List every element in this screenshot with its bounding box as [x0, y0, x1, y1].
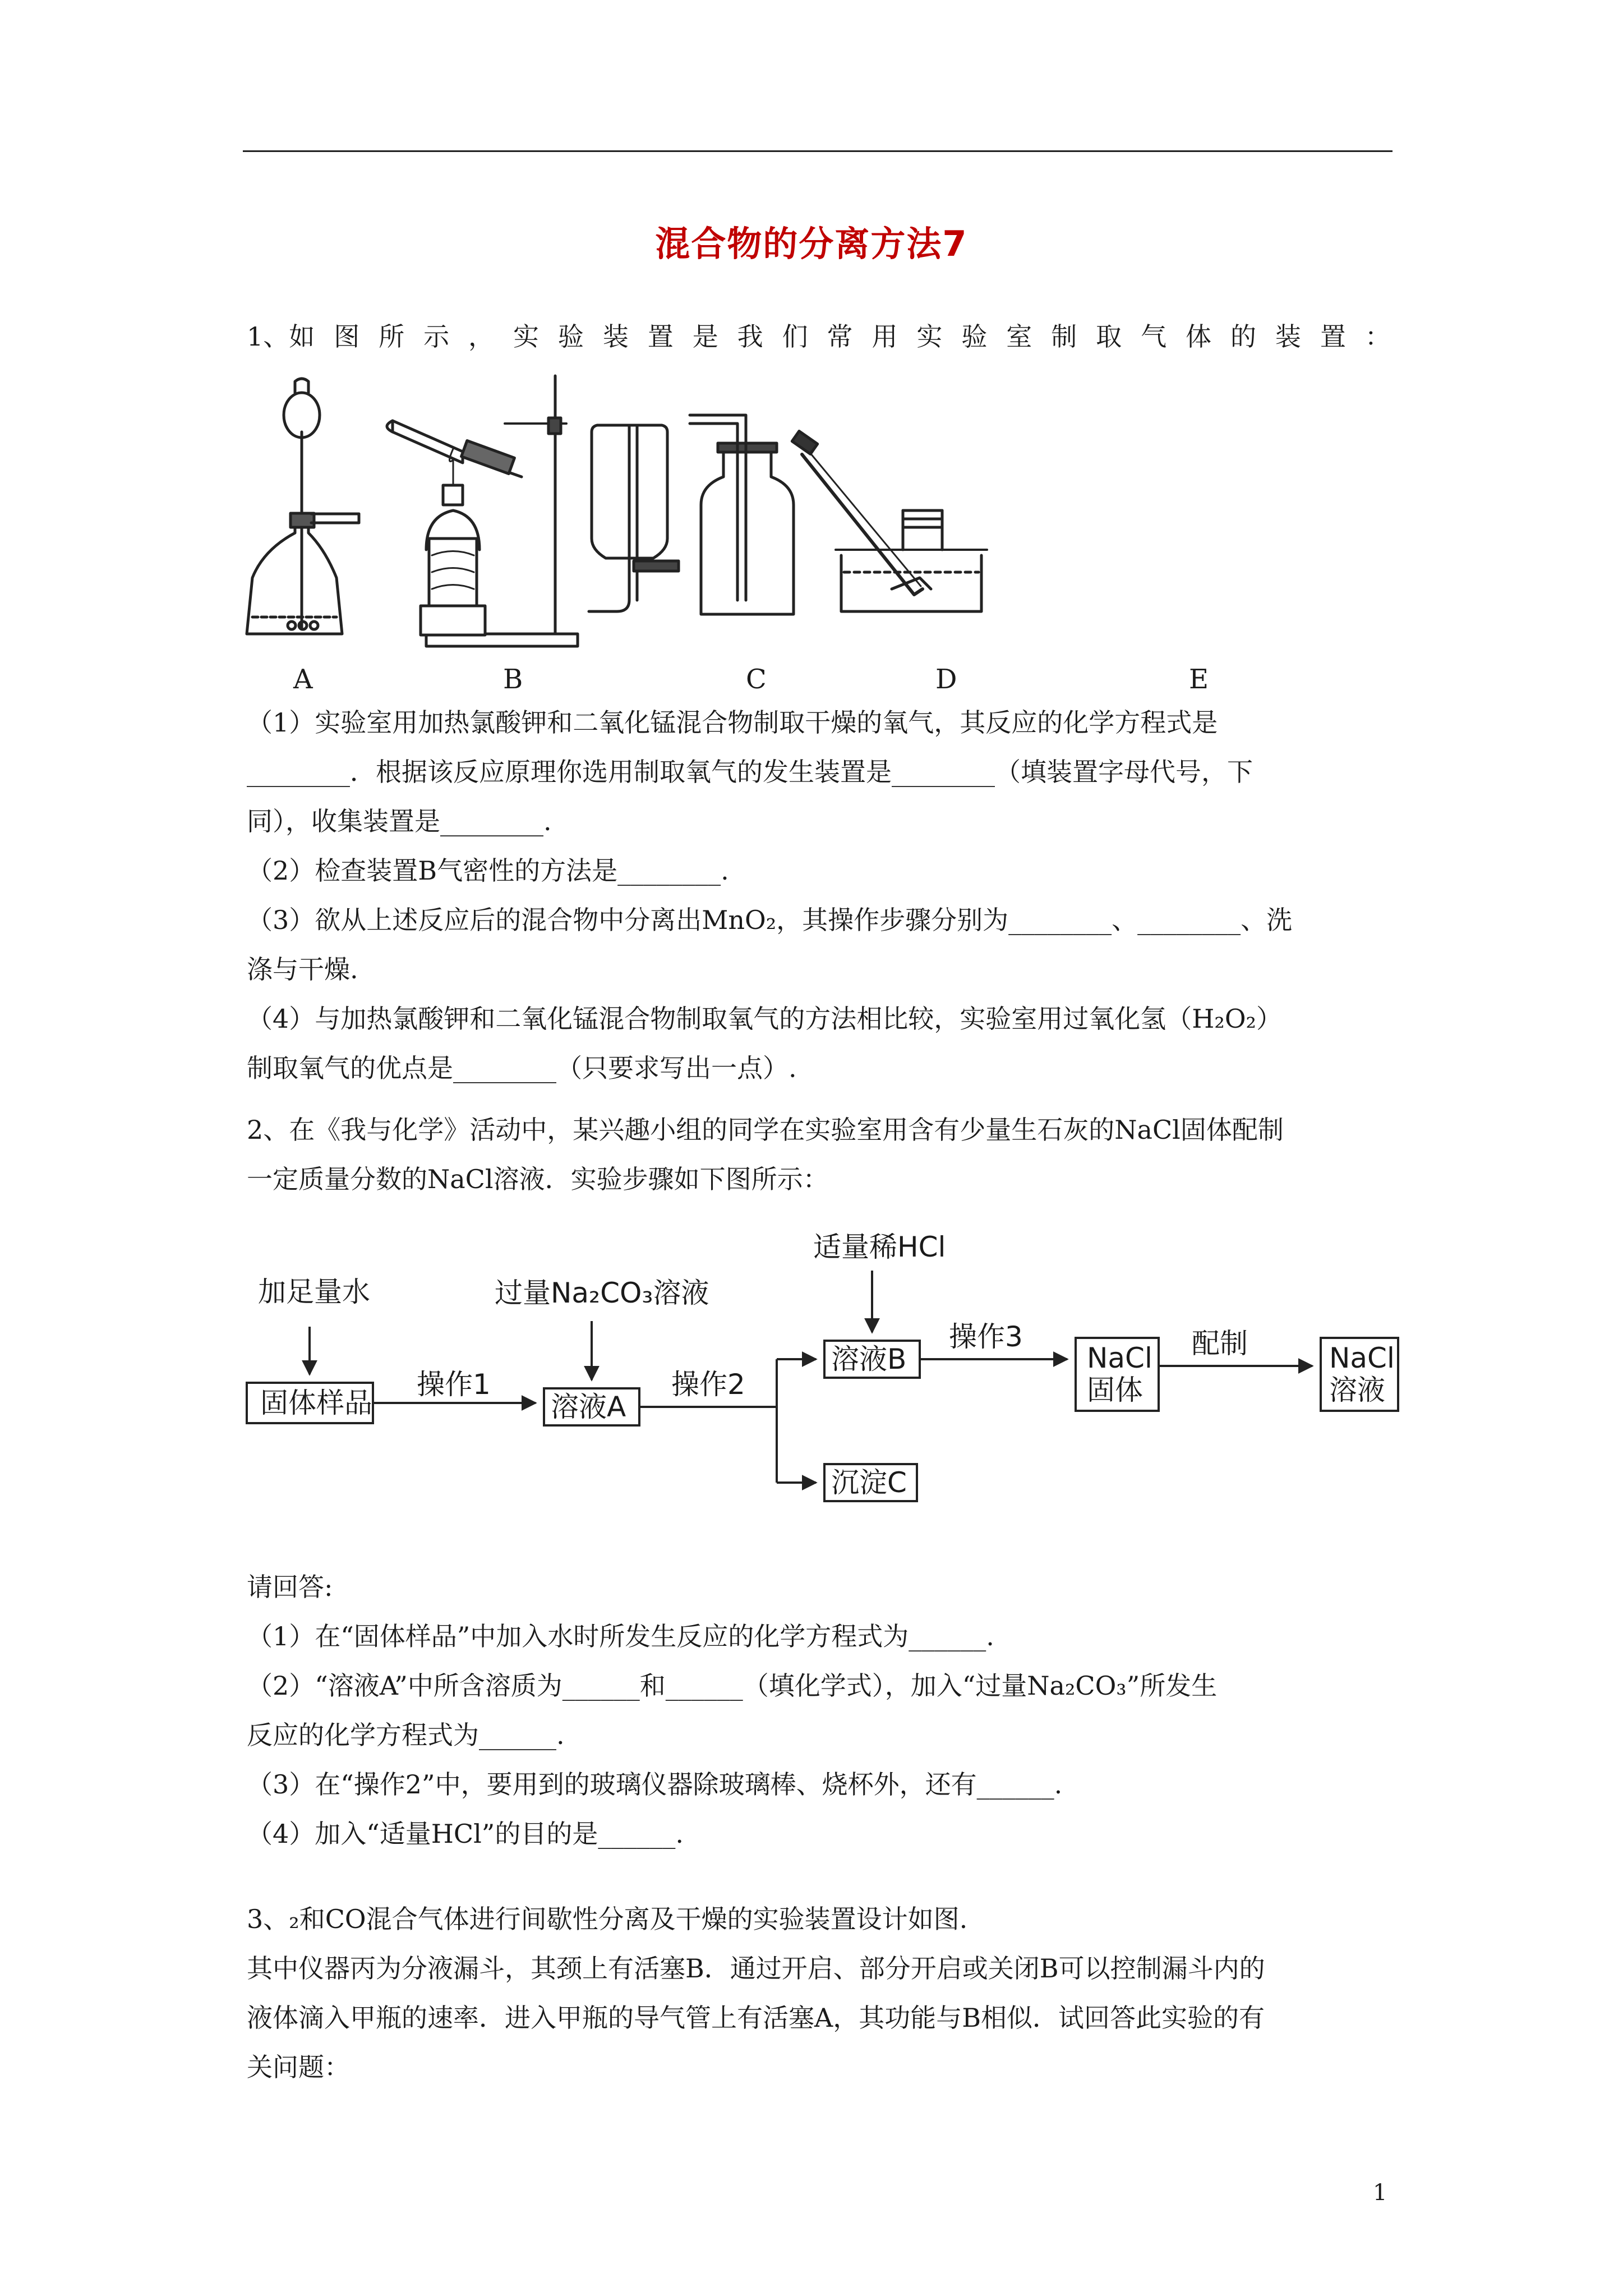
q1-intro-char: 验 — [557, 321, 584, 352]
text-solution-b: 溶液B — [831, 1343, 907, 1375]
q2-line: 反应的化学方程式为______. — [247, 1720, 565, 1750]
q2-line: 请回答: — [247, 1572, 333, 1602]
q1-intro-char: 用 — [872, 321, 898, 352]
q1-intro-char: 所 — [379, 321, 405, 352]
text-nacl-solid-1: NaCl — [1087, 1342, 1152, 1374]
q2-line: （4）加入“适量HCl”的目的是______. — [247, 1819, 684, 1849]
apparatus-b — [387, 376, 578, 646]
label-d: D — [935, 664, 957, 695]
q1-intro-char: 装 — [602, 321, 629, 352]
text-solid-sample: 固体样品 — [260, 1387, 372, 1419]
q1-intro-char: 图 — [334, 321, 360, 352]
text-nacl-soln-2: 溶液 — [1329, 1374, 1385, 1406]
q1-intro-char: 验 — [961, 321, 988, 352]
q3-text — [247, 1894, 1391, 2092]
apparatus-c — [589, 425, 679, 611]
q1-intro — [247, 312, 1391, 361]
q1-intro-char: 常 — [827, 321, 853, 352]
flow-diagram — [241, 1228, 1419, 1520]
label-add-water: 加足量水 — [258, 1276, 370, 1308]
label-a: A — [293, 664, 313, 695]
q1-line: （3）欲从上述反应后的混合物中分离出MnO₂，其操作步骤分别为________、________、洗 — [247, 905, 1293, 935]
apparatus-a — [247, 379, 359, 634]
q1-intro-char: 取 — [1096, 321, 1122, 352]
q1-intro-char: 室 — [1006, 321, 1032, 352]
q2-questions — [247, 1562, 1391, 1858]
q1-intro-char: 们 — [782, 321, 808, 352]
q3-line: 关问题： — [247, 2052, 350, 2082]
label-excess-na2co3: 过量Na₂CO₃溶液 — [495, 1277, 709, 1309]
q2-line: （2）“溶液A”中所含溶质为______和______（填化学式），加入“过量Na₂CO₃”所发生 — [247, 1671, 1218, 1701]
q3-line: 液体滴入甲瓶的速率．进入甲瓶的导气管上有活塞A，其功能与B相似．试回答此实验的有 — [247, 2003, 1265, 2033]
q1-line: （1）实验室用加热氯酸钾和二氧化锰混合物制取干燥的氧气，其反应的化学方程式是 — [247, 707, 1218, 738]
q1-intro-char: 制 — [1051, 321, 1077, 352]
label-prepare: 配制 — [1192, 1327, 1248, 1360]
text-solution-a: 溶液A — [551, 1391, 626, 1423]
q2-intro-line: 一定质量分数的NaCl溶液．实验步骤如下图所示： — [247, 1164, 829, 1194]
q1-line: （4）与加热氯酸钾和二氧化锰混合物制取氧气的方法相比较，实验室用过氧化氢（H₂O₂） — [247, 1004, 1282, 1034]
q1-intro-char: 置 — [1320, 321, 1346, 352]
q1-line: ________．根据该反应原理你选用制取氧气的发生装置是________（填装置字母代号，下 — [247, 757, 1253, 787]
label-b: B — [503, 664, 523, 695]
q1-intro-char: 实 — [916, 321, 943, 352]
q2-line: （1）在“固体样品”中加入水时所发生反应的化学方程式为______. — [247, 1621, 994, 1651]
q1-intro-char: 装 — [1275, 321, 1301, 352]
q1-questions — [247, 698, 1391, 1093]
q3-line: 3、₂和CO混合气体进行间歇性分离及干燥的实验装置设计如图. — [247, 1904, 968, 1934]
q2-line: （3）在“操作2”中，要用到的玻璃仪器除玻璃棒、烧杯外，还有______. — [247, 1769, 1063, 1800]
q1-intro-char: 置 — [647, 321, 674, 352]
q1-intro-char: 示 — [423, 321, 450, 352]
label-dilute-hcl: 适量稀HCl — [813, 1231, 946, 1263]
page-number: 1 — [1373, 2180, 1387, 2206]
page-title: 混合物的分离方法7 — [655, 223, 968, 264]
q1-intro-char: ： — [1364, 321, 1391, 352]
q1-intro-char: 实 — [513, 321, 539, 352]
q1-intro-char: 体 — [1186, 321, 1212, 352]
q1-intro-line — [247, 312, 1391, 361]
label-e: E — [1189, 664, 1209, 695]
apparatus-e — [792, 431, 987, 611]
apparatus-figure — [241, 365, 1307, 679]
label-op1: 操作1 — [417, 1368, 491, 1401]
label-op3: 操作3 — [949, 1320, 1023, 1353]
q1-intro-char: ， — [468, 321, 495, 352]
q1-intro-char: 的 — [1230, 321, 1256, 352]
q3-line: 其中仪器丙为分液漏斗，其颈上有活塞B．通过开启、部分开启或关闭B可以控制漏斗内的 — [247, 1953, 1265, 1984]
q1-intro-char: 1、如 — [247, 321, 315, 352]
label-c: C — [746, 664, 767, 695]
q1-line: 涤与干燥. — [247, 954, 358, 984]
label-op2: 操作2 — [671, 1368, 745, 1401]
q1-line: （2）检查装置B气密性的方法是________. — [247, 855, 729, 886]
header-rule — [243, 150, 1393, 152]
q1-line: 制取氧气的优点是________（只要求写出一点）. — [247, 1053, 797, 1083]
text-nacl-soln-1: NaCl — [1329, 1342, 1395, 1374]
q1-intro-char: 我 — [737, 321, 763, 352]
q1-intro-char: 气 — [1141, 321, 1167, 352]
q2-intro — [247, 1105, 1391, 1204]
text-precipitate-c: 沉淀C — [831, 1466, 907, 1499]
apparatus-d — [690, 415, 794, 614]
text-nacl-solid-2: 固体 — [1087, 1374, 1143, 1406]
q1-line: 同），收集装置是________. — [247, 806, 552, 836]
q2-intro-line: 2、在《我与化学》活动中，某兴趣小组的同学在实验室用含有少量生石灰的NaCl固体配制 — [247, 1115, 1284, 1145]
q1-intro-char: 是 — [692, 321, 718, 352]
